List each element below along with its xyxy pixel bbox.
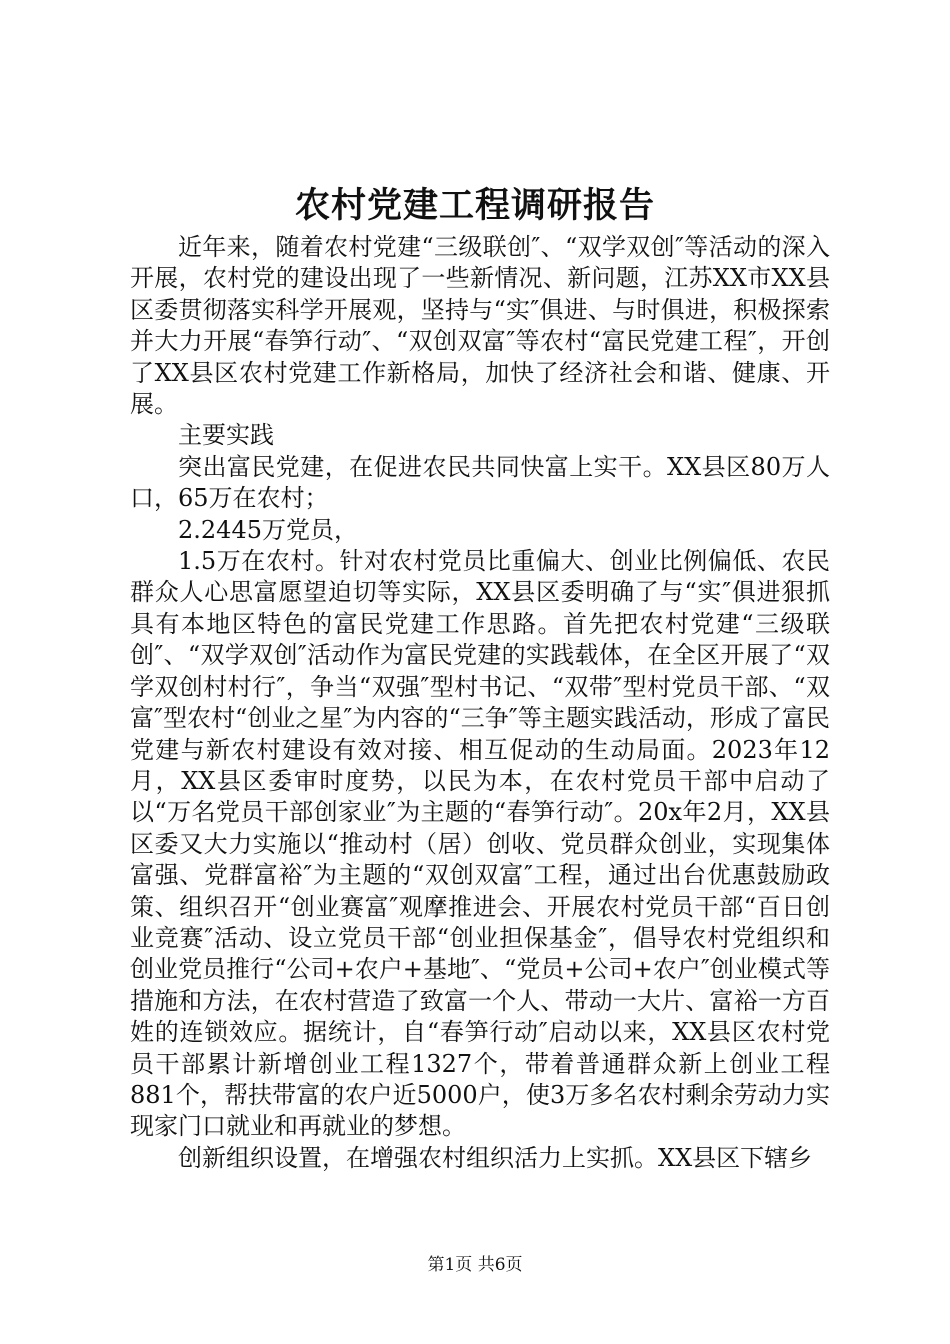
paragraph-intro: 近年来，随着农村党建“三级联创″、“双学双创″等活动的深入开展，农村党的建设出现了一些新情况、新问题，江苏XX市XX县区委贯彻落实科学开展观，坚持与“实″俱进、与时俱进，积极探索并大力开展“春笋行动″、“双创双富″等农村“富民党建工程″，开创了XX县区农村党建工作新格局，加快了经济社会和谐、健康、开展。 <box>130 233 830 419</box>
document-title: 农村党建工程调研报告 <box>294 185 655 226</box>
document-body <box>130 232 830 1174</box>
paragraph-main-practice: 1.5万在农村。针对农村党员比重偏大、创业比例偏低、农民群众人心思富愿望迫切等实际，XX县区委明确了与“实″俱进狠抓具有本地区特色的富民党建工作思路。首先把农村党建“三级联创″、“双学双创″活动作为富民党建的实践载体，在全区开展了“双学双创村村行″，争当“双强″型村书记、“双带″型村党员干部、“双富″型农村“创业之星″为内容的“三争″等主题实践活动，形成了富民党建与新农村建设有效对接、相互促动的生动局面。2023年12月，XX县区委审时度势，以民为本，在农村党员干部中启动了以“万名党员干部创家业″为主题的“春笋行动″。20x年2月，XX县区委又大力实施以“推动村（居）创收、党员群众创业，实现集体富强、党群富裕″为主题的“双创双富″工程，通过出台优惠鼓励政策、组织召开“创业赛富″观摩推进会、开展农村党员干部“百日创业竞赛″活动、设立党员干部“创业担保基金″，倡导农村党组织和创业党员推行“公司+农户+基地″、“党员+公司+农户″创业模式等措施和方法，在农村营造了致富一个人、带动一大片、富裕一方百姓的连锁效应。据统计，自“春笋行动″启动以来，XX县区农村党员干部累计新增创业工程1327个，带着普通群众新上创业工程881个，帮扶带富的农户近5000户，使3万多名农村剩余劳动力实现家门口就业和再就业的梦想。 <box>130 547 830 1141</box>
paragraph-party-members: 2.2445万党员， <box>178 515 358 544</box>
paragraph-population: 突出富民党建，在促进农民共同快富上实干。XX县区80万人口，65万在农村； <box>130 452 830 513</box>
page-footer: 第1页 共6页 <box>427 1255 523 1275</box>
paragraph-section-heading: 主要实践 <box>178 421 274 450</box>
paragraph-organization: 创新组织设置，在增强农村组织活力上实抓。XX县区下辖乡 <box>178 1143 813 1172</box>
